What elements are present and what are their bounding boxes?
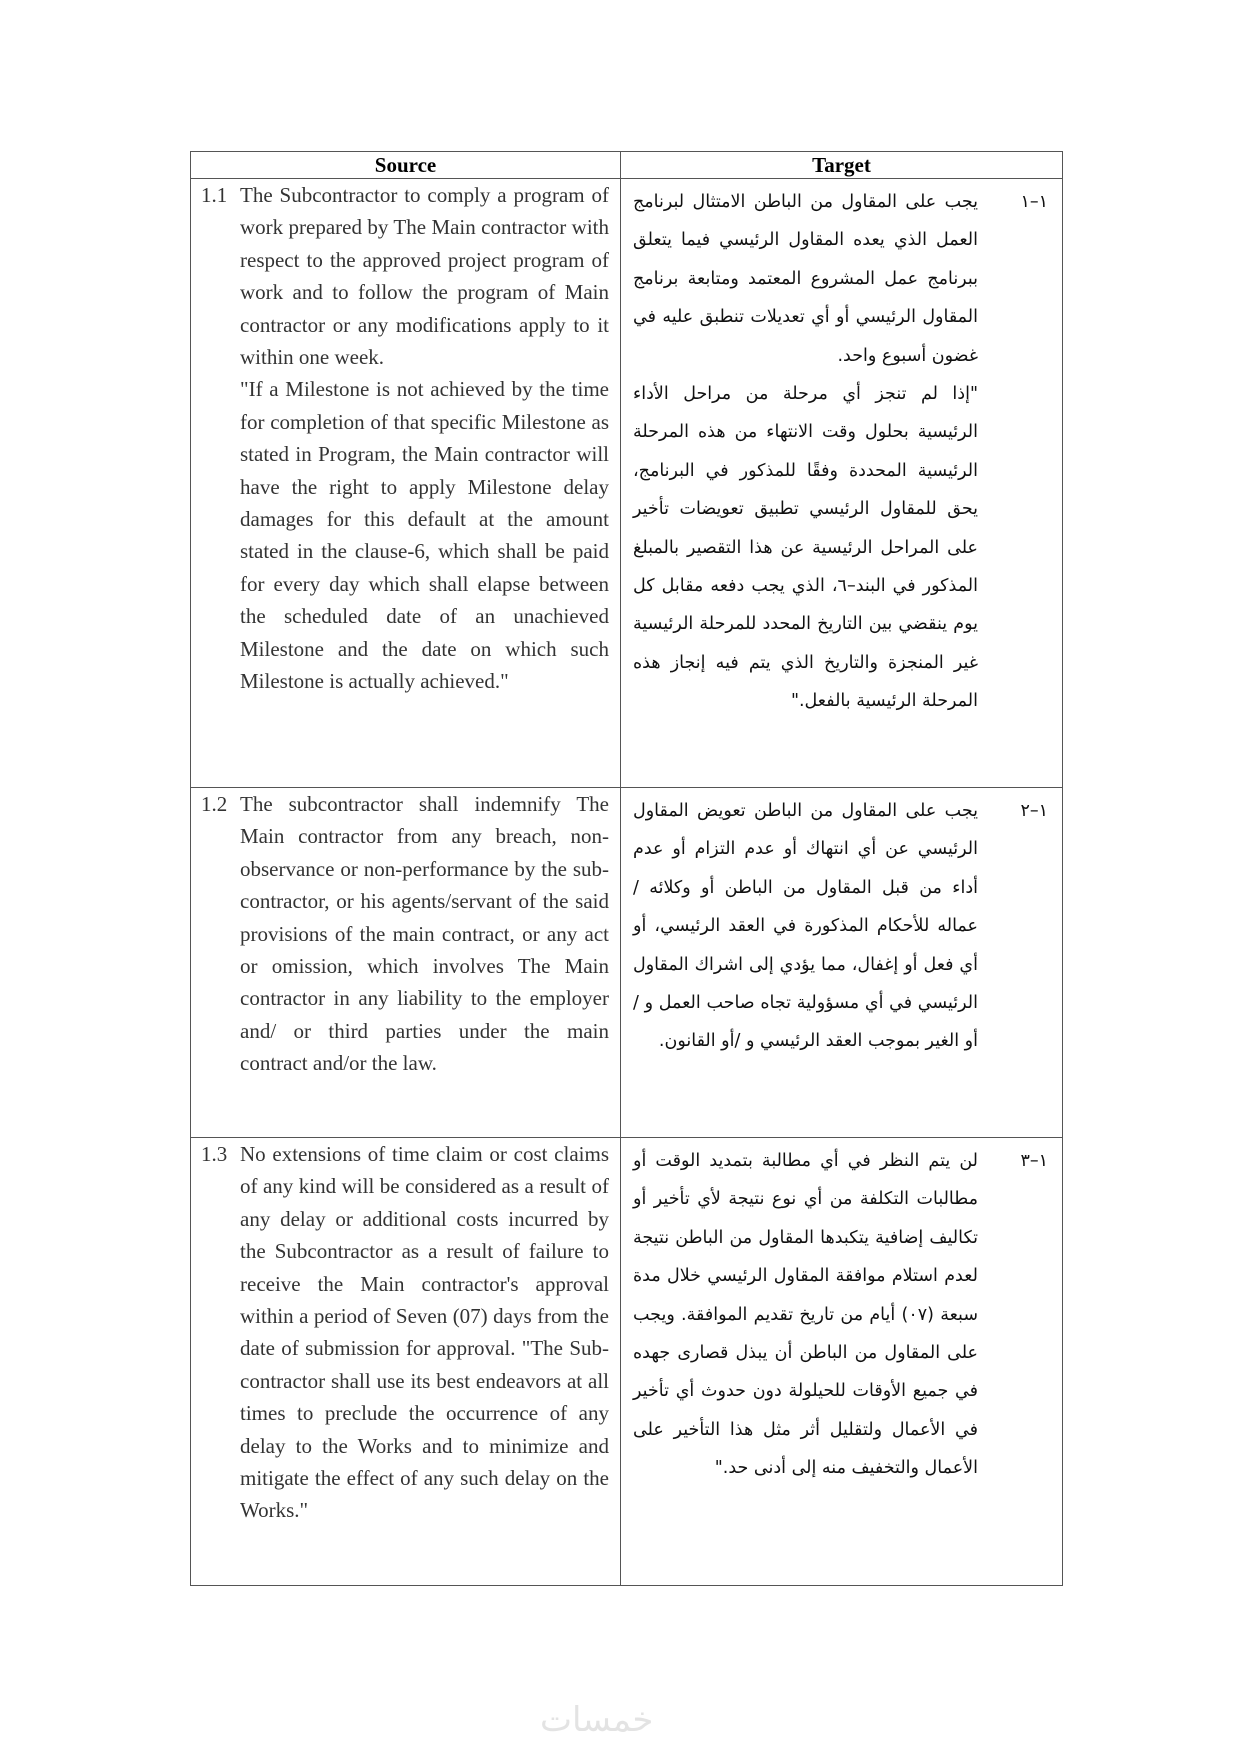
- source-header: Source: [191, 152, 621, 179]
- table-row: [191, 1138, 1063, 1586]
- clause-number: 1.2: [201, 792, 228, 816]
- table-header-row: [191, 152, 1063, 179]
- clause-number: 1.1: [201, 183, 228, 207]
- clause-number: ١–١: [1020, 192, 1048, 212]
- target-cell: [621, 179, 1063, 788]
- clause-number: ١–٢: [1020, 801, 1048, 821]
- target-paragraph: "إذا لم تنجز أي مرحلة من مراحل الأداء الرئيسية بحلول وقت الانتهاء من هذه المرحلة الرئيسية المحددة وفقًا للمذكور في البرنامج، يحق للمقاول الرئيسي تطبيق تعويضات تأخير على المراحل الرئيسية عن هذا التقصير بالمبلغ المذكور في البند–٦، الذي يجب دفعه مقابل كل يوم ينقضي بين التاريخ المحدد للمرحلة الرئيسية غير المنجزة والتاريخ الذي يتم فيه إنجاز هذه المرحلة الرئيسية بالفعل.": [633, 384, 979, 712]
- target-header: Target: [621, 152, 1063, 179]
- clause-number: 1.3: [201, 1142, 228, 1166]
- source-cell: [191, 1138, 621, 1586]
- source-paragraph: No extensions of time claim or cost claims of any kind will be considered as a result of any delay or additional costs incurred by the Subcontractor as a result of failure to receive the Main contractor's approval within a period of Seven (07) days from the date of submission for approval. "The Sub-contractor shall use its best endeavors at all times to preclude the occurrence of any delay to the Works and to minimize and mitigate the effect of any such delay on the Works.": [240, 1142, 609, 1523]
- target-paragraph: لن يتم النظر في أي مطالبة بتمديد الوقت أو مطالبات التكلفة من أي نوع نتيجة لأي تأخير أو تكاليف إضافية يتكبدها المقاول من الباطن نتيجة لعدم استلام موافقة المقاول الرئيسي خلال مدة سبعة (٠٧) أيام من تاريخ تقديم الموافقة. ويجب على المقاول من الباطن أن يبذل قصارى جهده في جميع الأوقات للحيلولة دون حدوث أي تأخير في الأعمال ولتقليل أثر مثل هذا التأخير على الأعمال والتخفيف منه إلى أدنى حد.": [633, 1151, 978, 1479]
- source-paragraph: The subcontractor shall indemnify The Main contractor from any breach, non-observance or non-performance by the sub-contractor, or his agents/servant of the said provisions of the main contract, or any act or omission, which involves The Main contractor in any liability to the employer and/ or third parties under the main contract and/or the law.: [240, 792, 609, 1076]
- target-paragraph: يجب على المقاول من الباطن تعويض المقاول الرئيسي عن أي انتهاك أو عدم التزام أو عدم أداء من قبل المقاول من الباطن أو وكلائه / عماله للأحكام المذكورة في العقد الرئيسي، أو أي فعل أو إغفال، مما يؤدي إلى اشراك المقاول الرئيسي في أي مسؤولية تجاه صاحب العمل و / أو الغير بموجب العقد الرئيسي و /أو القانون.: [633, 801, 978, 1052]
- source-paragraph: The Subcontractor to comply a program of work prepared by The Main contractor with respect to the approved project program of work and to follow the program of Main contractor or any modifications apply to it within one week.: [240, 183, 609, 370]
- watermark-logo: خمسات: [540, 1700, 654, 1740]
- clause-number: ١–٣: [1020, 1151, 1048, 1171]
- source-cell: [191, 788, 621, 1138]
- source-paragraph: "If a Milestone is not achieved by the time for completion of that specific Milestone as stated in Program, the Main contractor will have the right to apply Milestone delay damages for this default at the amount stated in the clause-6, which shall be paid for every day which shall elapse between the scheduled date of an unachieved Milestone and the date on which such Milestone is actually achieved.": [240, 377, 609, 694]
- target-cell: [621, 1138, 1063, 1586]
- target-cell: [621, 788, 1063, 1138]
- table-row: [191, 788, 1063, 1138]
- source-cell: [191, 179, 621, 788]
- translation-table: [190, 151, 1063, 1586]
- table-row: [191, 179, 1063, 788]
- target-paragraph: يجب على المقاول من الباطن الامتثال لبرنامج العمل الذي يعده المقاول الرئيسي فيما يتعلق ببرنامج عمل المشروع المعتمد ومتابعة برنامج المقاول الرئيسي أو أي تعديلات تنطبق عليه في غضون أسبوع واحد.: [633, 192, 978, 366]
